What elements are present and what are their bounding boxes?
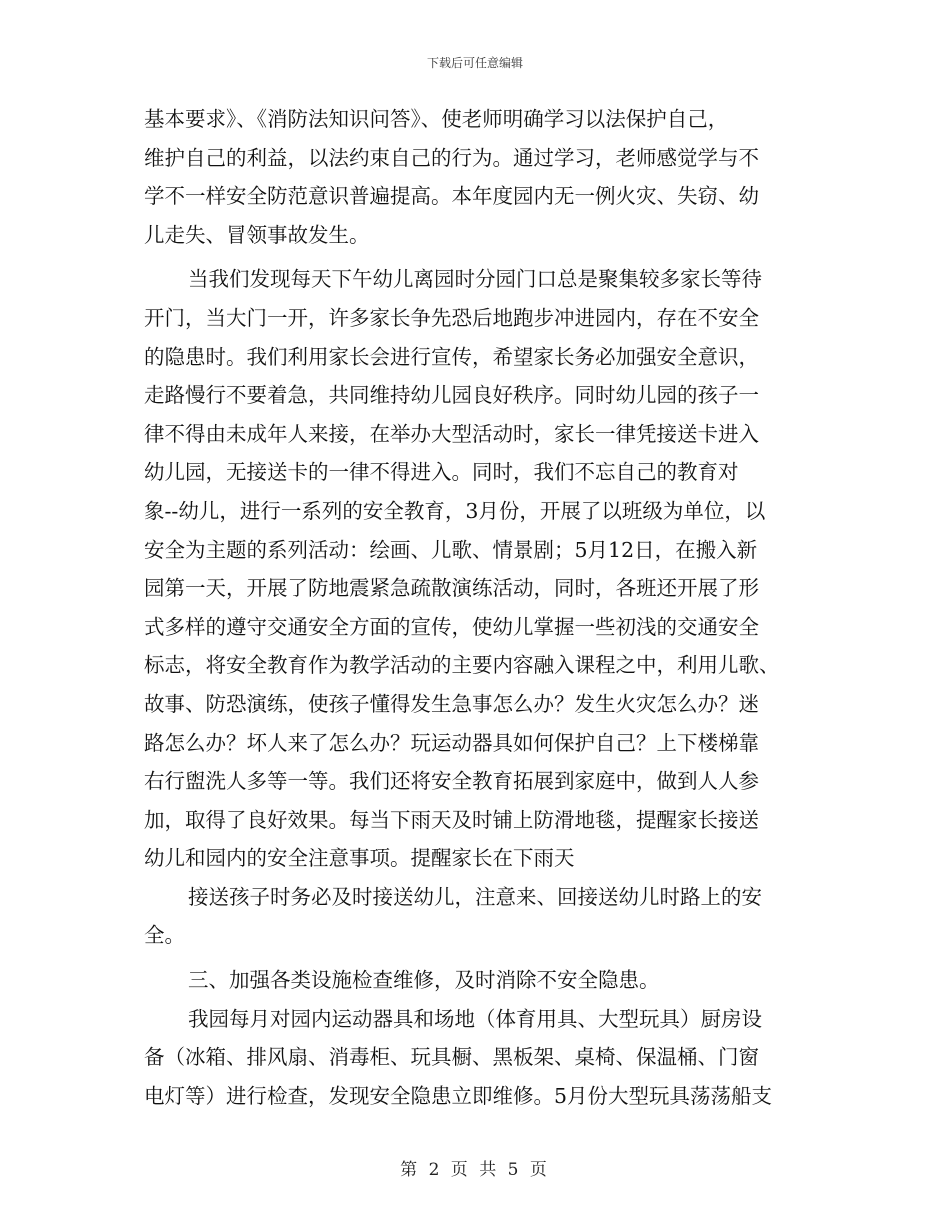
- text-line: 标志，将安全教育作为教学活动的主要内容融入课程之中，利用儿歌、: [144, 653, 780, 678]
- text-line: 幼儿和园内的安全注意事项。提醒家长在下雨天: [144, 846, 575, 871]
- text-line: 式多样的遵守交通安全方面的宣传，使幼儿掌握一些初浅的交通安全: [144, 614, 759, 639]
- paragraph-first-line: 我园每月对园内运动器具和场地（体育用具、大型玩具）厨房设: [188, 1006, 762, 1031]
- text-line: 维护自己的利益，以法约束自己的行为。通过学习，老师感觉学与不: [144, 145, 759, 170]
- page-header-note: 下载后可任意编辑: [426, 56, 523, 70]
- paragraph-first-line: 当我们发现每天下午幼儿离园时分园门口总是聚集较多家长等待: [188, 267, 762, 292]
- text-line: 故事、防恐演练，使孩子懂得发生急事怎么办？发生火灾怎么办？迷: [144, 691, 759, 716]
- text-line: 电灯等）进行检查，发现安全隐患立即维修。5月份大型玩具荡荡船支: [144, 1083, 773, 1108]
- text-line: 路怎么办？坏人来了怎么办？玩运动器具如何保护自己？上下楼梯靠: [144, 730, 759, 755]
- text-line: 全。: [144, 923, 185, 948]
- text-line: 学不一样安全防范意识普遍提高。本年度园内无一例火灾、失窃、幼: [144, 184, 759, 209]
- text-line: 园第一天，开展了防地震紧急疏散演练活动，同时，各班还开展了形: [144, 576, 759, 601]
- text-line: 右行盥洗人多等一等。我们还将安全教育拓展到家庭中，做到人人参: [144, 769, 759, 794]
- section-heading: 三、加强各类设施检查维修，及时消除不安全隐患。: [188, 968, 660, 993]
- paragraph-first-line: 接送孩子时务必及时接送幼儿，注意来、回接送幼儿时路上的安: [188, 884, 762, 909]
- document-body: [144, 100, 808, 1115]
- text-line: 基本要求》、《消防法知识问答》、使老师明确学习以法保护自己，: [144, 107, 729, 131]
- text-line: 备（冰箱、排风扇、消毒柜、玩具橱、黑板架、桌椅、保温桶、门窗: [144, 1045, 759, 1070]
- text-line: 幼儿园，无接送卡的一律不得进入。同时，我们不忘自己的教育对: [144, 460, 739, 485]
- page-number: 第 2 页 共 5 页: [400, 1160, 550, 1180]
- text-line: 安全为主题的系列活动：绘画、儿歌、情景剧；5月12日，在搬入新: [144, 537, 758, 562]
- text-line: 律不得由未成年人来接，在举办大型活动时，家长一律凭接送卡进入: [144, 421, 759, 446]
- text-line: 象--幼儿，进行一系列的安全教育，3月份，开展了以班级为单位，以: [144, 498, 766, 523]
- text-line: 走路慢行不要着急，共同维持幼儿园良好秩序。同时幼儿园的孩子一: [144, 383, 759, 408]
- text-line: 儿走失、冒领事故发生。: [144, 222, 370, 247]
- text-line: 开门，当大门一开，许多家长争先恐后地跑步冲进园内，存在不安全: [144, 305, 759, 330]
- text-line: 加，取得了良好效果。每当下雨天及时铺上防滑地毯，提醒家长接送: [144, 807, 759, 832]
- text-line: 的隐患时。我们利用家长会进行宣传，希望家长务必加强安全意识，: [144, 344, 759, 369]
